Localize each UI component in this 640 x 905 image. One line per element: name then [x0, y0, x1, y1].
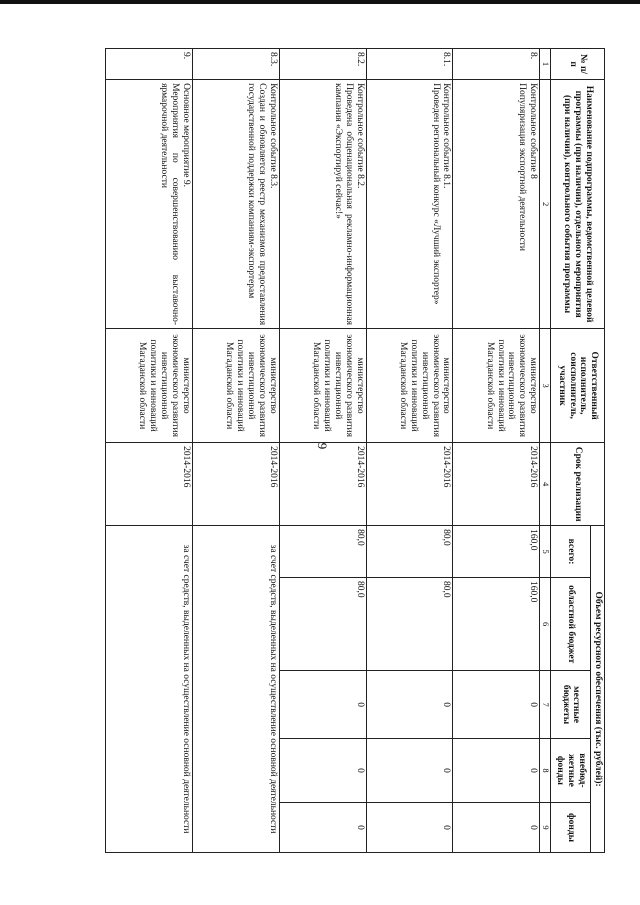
- row-name: [106, 80, 193, 329]
- row-name-body: Проведена общенациональная рекламно-информационная кампания «Экспортируй сейчас!»: [332, 83, 354, 326]
- rotated-table-wrapper: [105, 48, 605, 853]
- row-name: [279, 80, 366, 329]
- row-name: [453, 80, 540, 329]
- row-num: 9.: [106, 49, 193, 80]
- row-num: 8.1.: [366, 49, 453, 80]
- row-offbudget: 0: [366, 738, 453, 802]
- row-offbudget: 0: [279, 738, 366, 802]
- row-period: 2014-2016: [366, 443, 453, 526]
- row-local: 0: [366, 671, 453, 738]
- row-local: 0: [453, 671, 540, 738]
- row-regional: 80,0: [279, 578, 366, 671]
- row-name: [366, 80, 453, 329]
- col-number: 9: [540, 803, 551, 853]
- col-number: 4: [540, 443, 551, 526]
- row-total: 80,0: [366, 526, 453, 578]
- col-number: 6: [540, 578, 551, 671]
- row-regional: 80,0: [366, 578, 453, 671]
- row-period: 2014-2016: [192, 443, 279, 526]
- row-period: 2014-2016: [453, 443, 540, 526]
- table-landscape: [105, 48, 605, 853]
- row-funding-note: за счет средств, выделенных на осуществление основной деятельности: [192, 526, 279, 853]
- row-name-title: Контрольное событие 8: [528, 83, 539, 179]
- row-name-body: Мероприятия по совершенствованию выставочно-ярмарочной деятельности: [159, 83, 180, 326]
- row-num: 8.3.: [192, 49, 279, 80]
- col-number: 2: [540, 80, 551, 329]
- top-border-line: [0, 0, 640, 4]
- header-offbudget: внебюд-жетные фонды: [551, 738, 591, 802]
- table-row: [366, 49, 453, 853]
- table-row: [279, 49, 366, 853]
- header-num: № п/п: [551, 49, 605, 80]
- table-row: [192, 49, 279, 853]
- header-name: Наименование подпрограммы, ведомственной целевой программы (при наличии), отдельного мероприятия (при наличии), контрольного события программы: [551, 80, 605, 329]
- row-executor: министерство экономического развития инвестиционной политики и инноваций Магаданской области: [453, 329, 540, 443]
- row-name-title: Основное мероприятие 9.: [180, 83, 191, 188]
- row-funding-note: за счет средств, выделенных на осуществление основной деятельности: [106, 526, 193, 853]
- col-number: 3: [540, 329, 551, 443]
- row-local: 0: [279, 671, 366, 738]
- row-executor: министерство экономического развития инвестиционной политики и инноваций Магаданской области: [192, 329, 279, 443]
- row-num: 8.2.: [279, 49, 366, 80]
- page-number: 9: [315, 442, 330, 450]
- row-offbudget: 0: [453, 738, 540, 802]
- row-executor: министерство экономического развития инвестиционной политики и инноваций Магаданской области: [366, 329, 453, 443]
- row-funds: 0: [366, 803, 453, 853]
- header-total: всего:: [551, 526, 591, 578]
- row-name-title: Контрольное событие 8.1.: [441, 83, 452, 189]
- row-period: 2014-2016: [279, 443, 366, 526]
- header-resources: Объем ресурсного обеспечения (тыс. рублей):: [591, 526, 605, 853]
- column-number-row: [540, 49, 551, 853]
- row-executor: министерство экономического развития инвестиционной политики и инноваций Магаданской области: [279, 329, 366, 443]
- row-name-title: Контрольное событие 8.2.: [354, 83, 365, 189]
- header-funds: фонды: [551, 803, 591, 853]
- row-name-body: Популяризация экспортной деятельности: [517, 83, 528, 251]
- header-period: Срок реализации: [551, 443, 605, 526]
- row-name-body: Проведен региональный конкурс «Лучший экспортер»: [430, 83, 441, 305]
- col-number: 5: [540, 526, 551, 578]
- col-number: 1: [540, 49, 551, 80]
- row-funds: 0: [279, 803, 366, 853]
- row-period: 2014-2016: [106, 443, 193, 526]
- header-executor: Ответственный исполнитель, соисполнитель, участник: [551, 329, 605, 443]
- row-total: 80,0: [279, 526, 366, 578]
- row-total: 160,0: [453, 526, 540, 578]
- col-number: 8: [540, 738, 551, 802]
- row-funds: 0: [453, 803, 540, 853]
- row-name-body: Создан и обновляется реестр механизмов предоставления государственной поддержки компаниям-экспортерам: [245, 83, 267, 326]
- col-number: 7: [540, 671, 551, 738]
- header-local: местные бюджеты: [551, 671, 591, 738]
- table-row: [106, 49, 193, 853]
- table-row: [453, 49, 540, 853]
- header-regional: областной бюджет: [551, 578, 591, 671]
- row-name-title: Контрольное событие 8.3.: [267, 83, 278, 189]
- row-num: 8.: [453, 49, 540, 80]
- row-regional: 160,0: [453, 578, 540, 671]
- resource-table: [105, 48, 605, 853]
- row-executor: министерство экономического развития инвестиционной политики и инноваций Магаданской области: [106, 329, 193, 443]
- row-name: [192, 80, 279, 329]
